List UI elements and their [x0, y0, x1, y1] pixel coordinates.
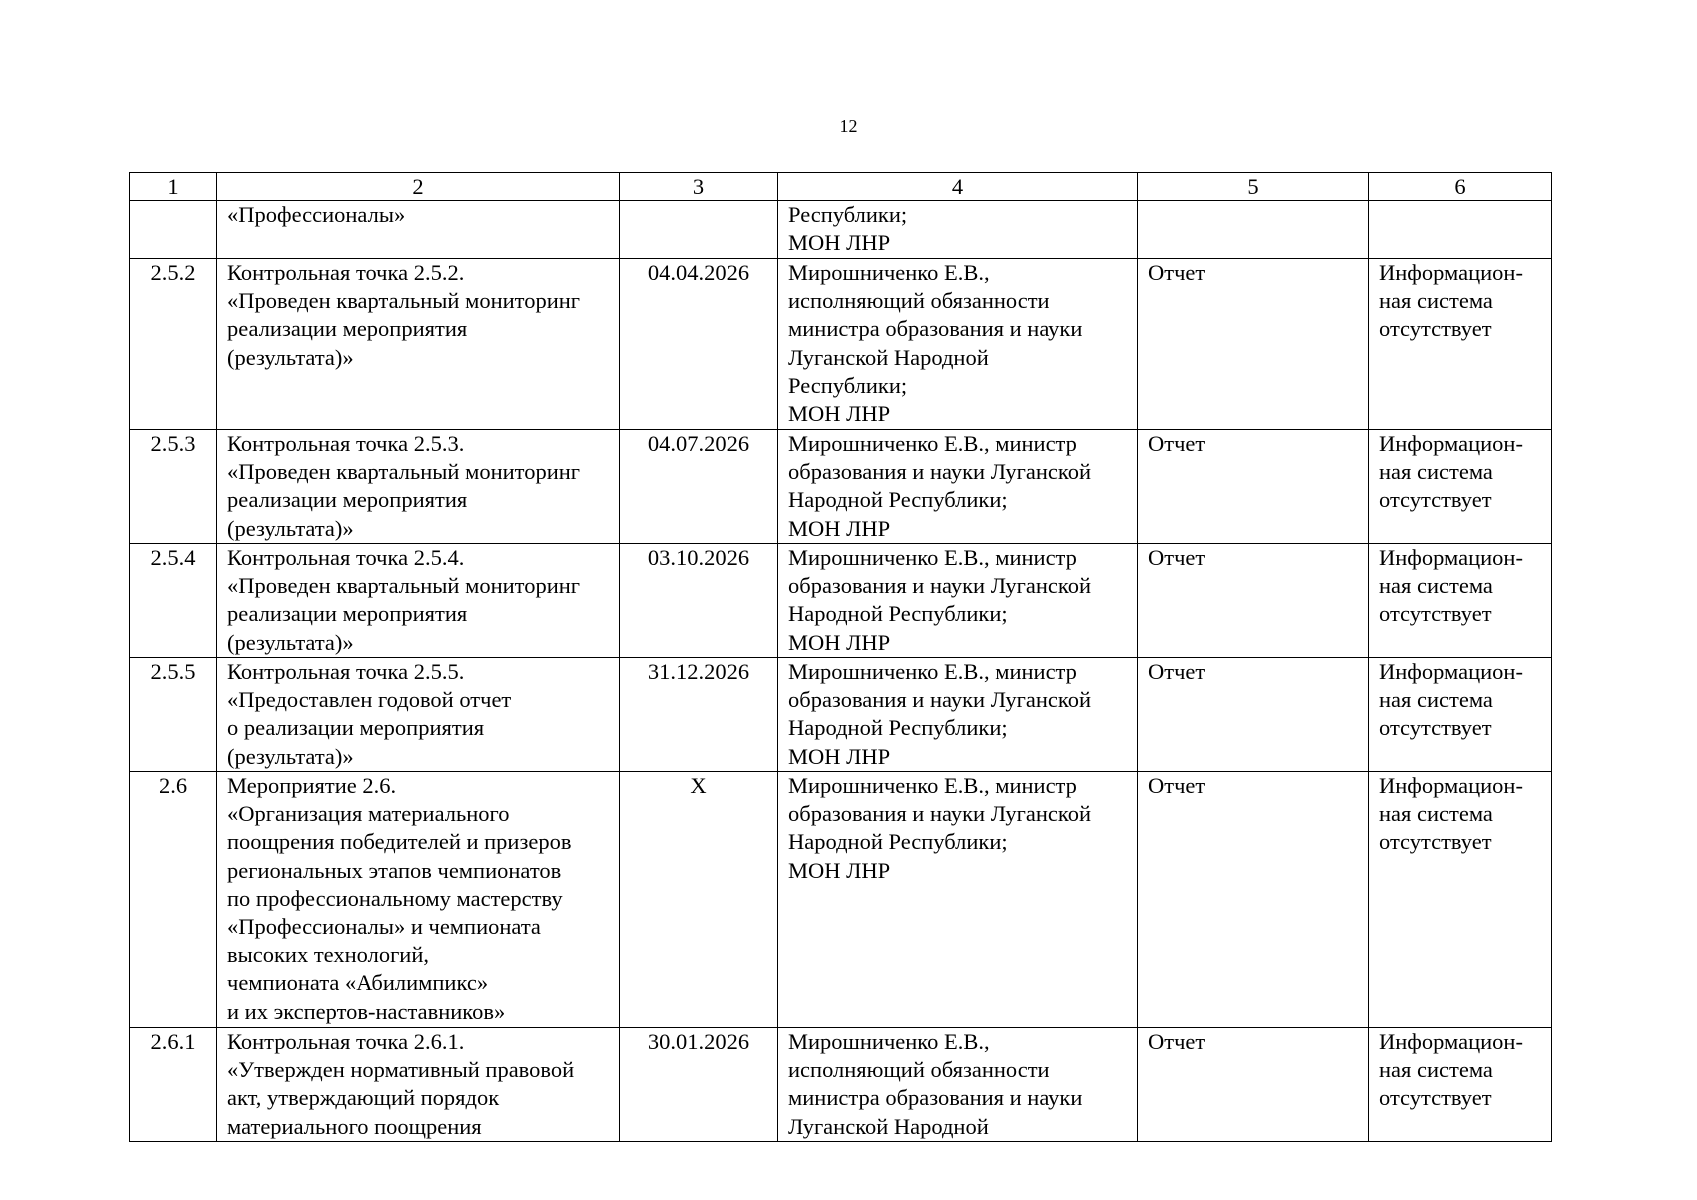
row-date-cell: 31.12.2026	[620, 658, 778, 772]
row-responsible-cell: Мирошниченко Е.В., исполняющий обязанности министра образования и науки Луганской Народной	[778, 1028, 1138, 1142]
row-date-cell	[620, 201, 778, 259]
row-result-cell	[1138, 201, 1369, 259]
row-name-cell: Контрольная точка 2.5.4. «Проведен квартальный мониторинг реализации мероприятия (результата)»	[217, 544, 620, 658]
row-number-cell: 2.6.1	[130, 1028, 217, 1142]
header-cell: 6	[1369, 173, 1552, 201]
table-row	[130, 658, 1552, 772]
row-name-cell: Контрольная точка 2.5.3. «Проведен квартальный мониторинг реализации мероприятия (результата)»	[217, 430, 620, 544]
row-date-cell: 03.10.2026	[620, 544, 778, 658]
row-system-cell: Информацион- ная система отсутствует	[1369, 658, 1552, 772]
row-system-cell: Информацион- ная система отсутствует	[1369, 772, 1552, 1028]
row-system-cell: Информацион- ная система отсутствует	[1369, 544, 1552, 658]
row-date-cell: X	[620, 772, 778, 1028]
table-header-row	[130, 173, 1552, 201]
row-responsible-cell: Мирошниченко Е.В., министр образования и науки Луганской Народной Республики; МОН ЛНР	[778, 772, 1138, 1028]
header-cell: 1	[130, 173, 217, 201]
row-number-cell: 2.5.3	[130, 430, 217, 544]
row-date-cell: 30.01.2026	[620, 1028, 778, 1142]
row-result-cell: Отчет	[1138, 259, 1369, 430]
table-row	[130, 201, 1552, 259]
plan-table	[129, 172, 1552, 1142]
row-name-cell: Контрольная точка 2.6.1. «Утвержден нормативный правовой акт, утверждающий порядок материального поощрения	[217, 1028, 620, 1142]
row-number-cell: 2.6	[130, 772, 217, 1028]
row-responsible-cell: Мирошниченко Е.В., министр образования и науки Луганской Народной Республики; МОН ЛНР	[778, 430, 1138, 544]
row-responsible-cell: Мирошниченко Е.В., исполняющий обязанности министра образования и науки Луганской Народной Республики; МОН ЛНР	[778, 259, 1138, 430]
row-date-cell: 04.04.2026	[620, 259, 778, 430]
row-result-cell: Отчет	[1138, 772, 1369, 1028]
row-number-cell: 2.5.5	[130, 658, 217, 772]
row-name-cell: «Профессионалы»	[217, 201, 620, 259]
row-number-cell: 2.5.2	[130, 259, 217, 430]
row-result-cell: Отчет	[1138, 430, 1369, 544]
table-row	[130, 259, 1552, 430]
row-date-cell: 04.07.2026	[620, 430, 778, 544]
header-cell: 4	[778, 173, 1138, 201]
row-name-cell: Контрольная точка 2.5.5. «Предоставлен годовой отчет о реализации мероприятия (результата)»	[217, 658, 620, 772]
header-cell: 3	[620, 173, 778, 201]
header-cell: 5	[1138, 173, 1369, 201]
table-row	[130, 772, 1552, 1028]
row-responsible-cell: Мирошниченко Е.В., министр образования и науки Луганской Народной Республики; МОН ЛНР	[778, 658, 1138, 772]
row-name-cell: Контрольная точка 2.5.2. «Проведен квартальный мониторинг реализации мероприятия (результата)»	[217, 259, 620, 430]
row-name-cell: Мероприятие 2.6. «Организация материального поощрения победителей и призеров региональных этапов чемпионатов по профессиональному мастерству «Профессионалы» и чемпионата высоких технологий, чемпионата «Абилимпикс» и их экспертов-наставников»	[217, 772, 620, 1028]
row-responsible-cell: Республики; МОН ЛНР	[778, 201, 1138, 259]
row-responsible-cell: Мирошниченко Е.В., министр образования и науки Луганской Народной Республики; МОН ЛНР	[778, 544, 1138, 658]
page-number: 12	[839, 116, 858, 136]
header-cell: 2	[217, 173, 620, 201]
row-result-cell: Отчет	[1138, 658, 1369, 772]
row-result-cell: Отчет	[1138, 544, 1369, 658]
row-number-cell	[130, 201, 217, 259]
row-result-cell: Отчет	[1138, 1028, 1369, 1142]
table-row	[130, 544, 1552, 658]
table-row	[130, 1028, 1552, 1142]
row-system-cell	[1369, 201, 1552, 259]
row-number-cell: 2.5.4	[130, 544, 217, 658]
table-row	[130, 430, 1552, 544]
row-system-cell: Информацион- ная система отсутствует	[1369, 1028, 1552, 1142]
row-system-cell: Информацион- ная система отсутствует	[1369, 259, 1552, 430]
row-system-cell: Информацион- ная система отсутствует	[1369, 430, 1552, 544]
